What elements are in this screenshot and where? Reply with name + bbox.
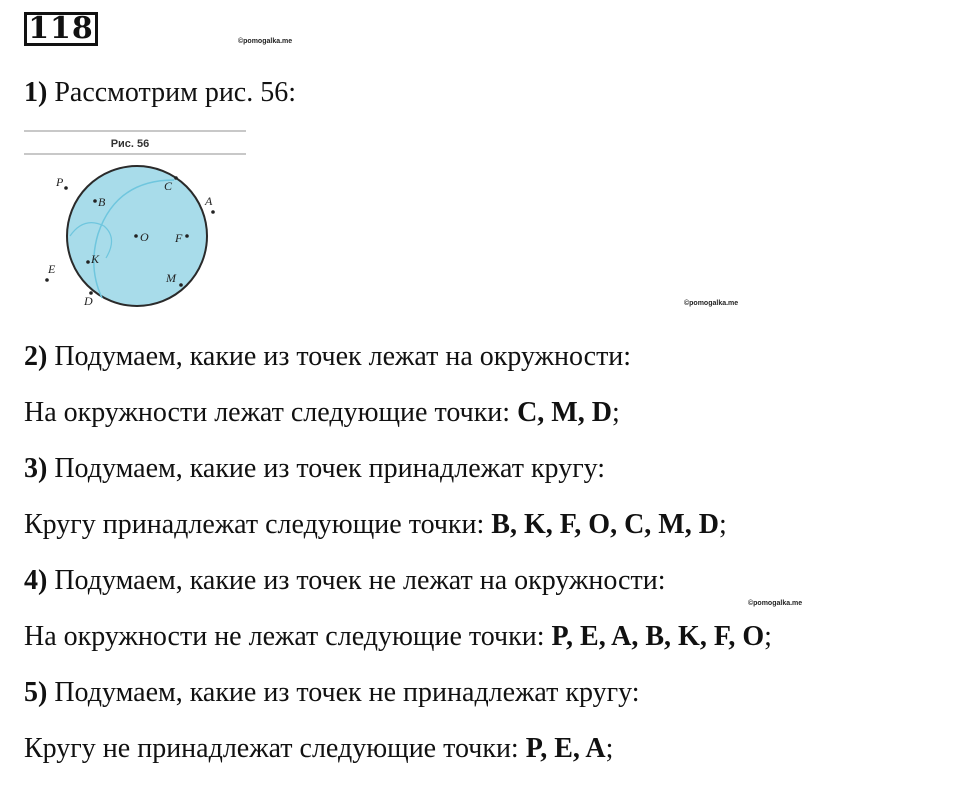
point-K [86, 260, 90, 264]
point-A [211, 210, 215, 214]
watermark: ©pomogalka.me [684, 300, 739, 307]
step-1 [24, 76, 296, 110]
step-number: 2) [24, 341, 48, 372]
step-text: Подумаем, какие из точек не принадлежат кругу: [47, 677, 640, 708]
step-text: Подумаем, какие из точек принадлежат кругу: [47, 453, 606, 484]
step-3 [24, 452, 605, 486]
label-E: E [48, 262, 56, 276]
answer-points: C, M, D [517, 397, 612, 428]
step-text: Подумаем, какие из точек не лежат на окружности: [47, 565, 666, 596]
point-O [134, 234, 138, 238]
answer-3 [24, 508, 727, 542]
answer-points: P, E, A [525, 733, 606, 764]
step-number: 4) [24, 565, 48, 596]
answer-text: Кругу принадлежат следующие точки: [24, 509, 492, 540]
label-D: D [84, 294, 93, 308]
step-number: 5) [24, 677, 48, 708]
watermark: ©pomogalka.me [238, 38, 293, 45]
answer-text: На окружности не лежат следующие точки: [24, 621, 552, 652]
figure-caption: Рис. 56 [110, 138, 150, 150]
point-M [179, 283, 183, 287]
answer-text: Кругу не принадлежат следующие точки: [24, 733, 526, 764]
step-4 [24, 564, 665, 598]
watermark: ©pomogalka.me [748, 600, 803, 607]
step-text: Подумаем, какие из точек лежат на окружности: [47, 341, 632, 372]
label-P: P [56, 175, 64, 189]
point-C [174, 176, 178, 180]
point-E [45, 278, 49, 282]
label-B: B [98, 195, 106, 209]
point-F [185, 234, 189, 238]
answer-suffix: ; [764, 621, 772, 652]
label-F: F [175, 231, 183, 245]
label-C: C [164, 179, 173, 193]
figure-56 [24, 128, 246, 312]
label-M: M [166, 271, 176, 285]
answer-suffix: ; [718, 509, 727, 540]
answer-2 [24, 396, 620, 430]
answer-5 [24, 732, 613, 766]
point-B [93, 199, 97, 203]
label-A: A [205, 194, 213, 208]
answer-text: На окружности лежат следующие точки: [24, 397, 518, 428]
answer-suffix: ; [605, 733, 614, 764]
answer-4 [24, 620, 772, 654]
problem-number: 118 [24, 12, 98, 46]
step-number: 3) [24, 453, 48, 484]
step-number: 1) [24, 77, 48, 108]
step-2 [24, 340, 631, 374]
answer-points: B, K, F, O, C, M, D [491, 509, 719, 540]
point-P [64, 186, 68, 190]
step-5 [24, 676, 640, 710]
label-O: O [140, 230, 149, 244]
label-K: K [91, 252, 100, 266]
answer-points: P, E, A, B, K, F, O [551, 621, 765, 652]
step-text: Рассмотрим рис. 56: [47, 77, 297, 108]
answer-suffix: ; [611, 397, 620, 428]
